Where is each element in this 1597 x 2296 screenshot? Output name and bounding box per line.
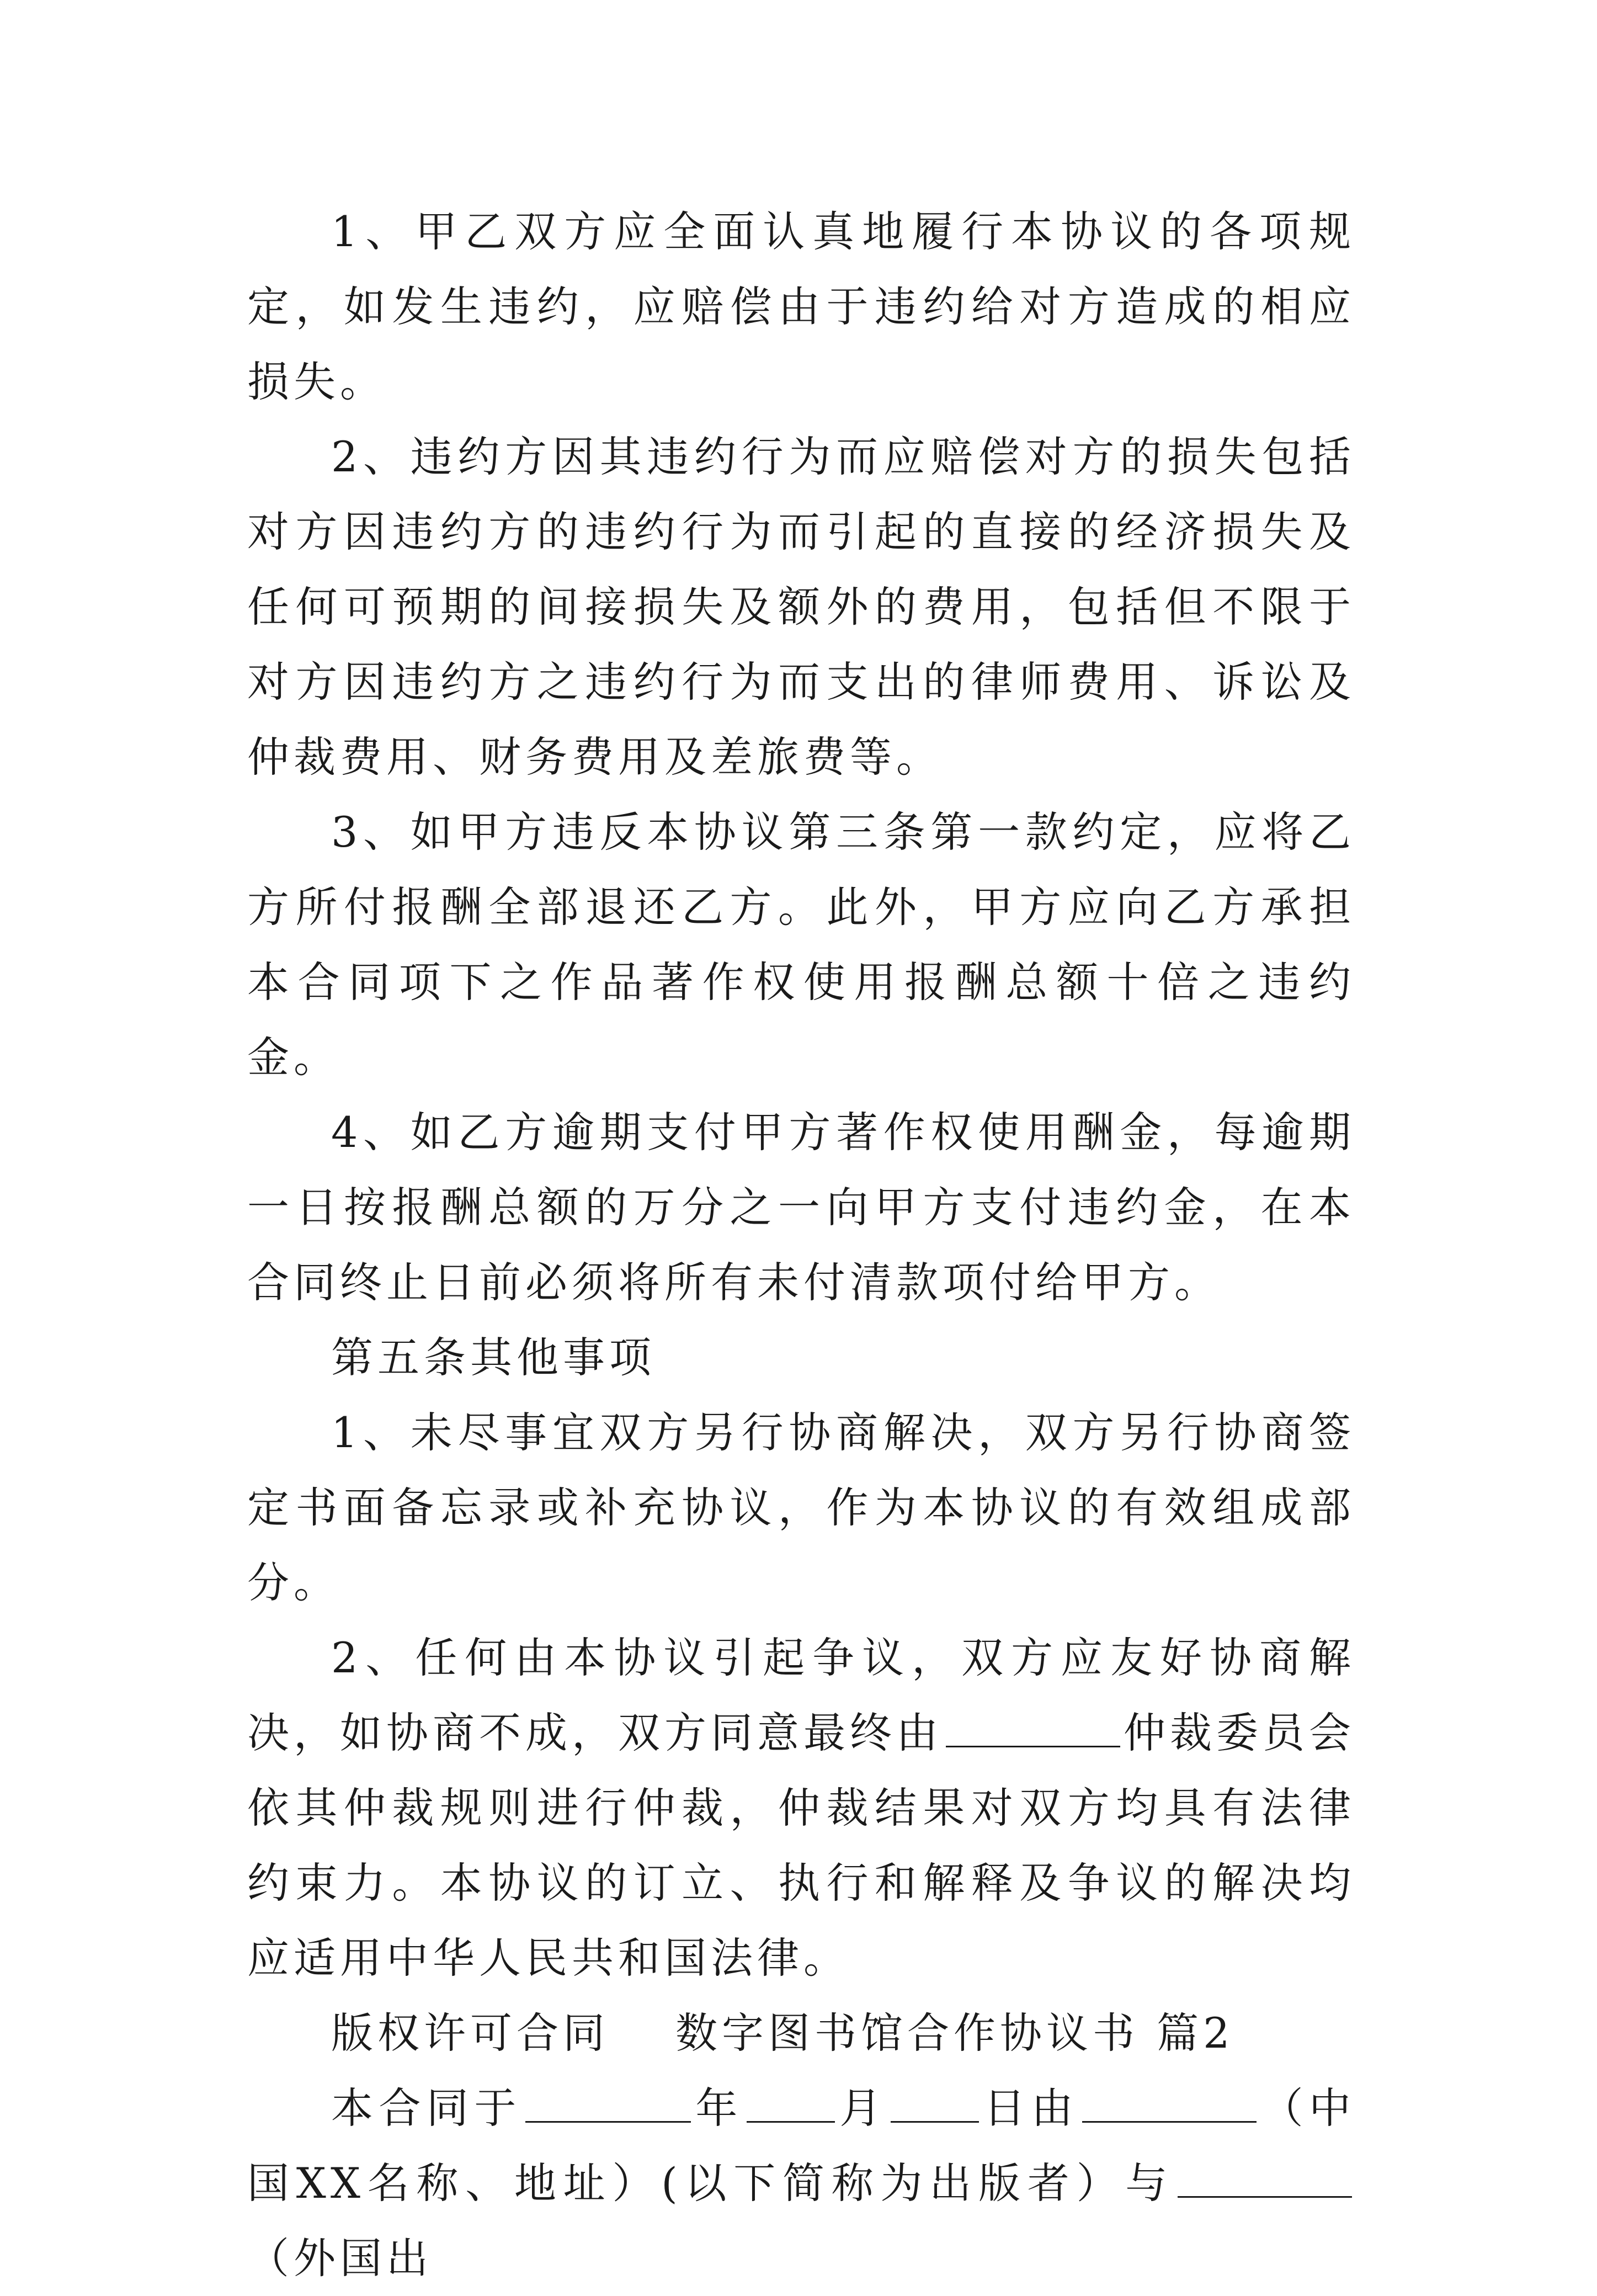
blank-field-publisher (1082, 2082, 1257, 2123)
intro-text-a: 本合同于 (331, 2084, 522, 2133)
contract-title-a: 版权许可合同 (331, 2008, 609, 2058)
contract-title-b: 数字图书馆合作协议书 篇2 (675, 2008, 1234, 2058)
clause-paragraph-2: 2、违约方因其违约行为而应赔偿对方的损失包括对方因违约方的违约行为而引起的直接的经济损失及任何可预期的间接损失及额外的费用，包括但不限于对方因违约方之违约行为而支出的律师费用、诉讼及仲裁费用、财务费用及差旅费等。 (247, 432, 1355, 782)
blank-field-year (525, 2082, 691, 2123)
clause-paragraph-1: 1、甲乙双方应全面认真地履行本协议的各项规定，如发生违约，应赔偿由于违约给对方造成的相应损失。 (247, 207, 1355, 406)
clause-paragraph-5: 1、未尽事宜双方另行协商解决，双方另行协商签定书面备忘录或补充协议，作为本协议的有效组成部分。 (247, 1408, 1355, 1607)
blank-field-month (747, 2082, 835, 2123)
intro-text-b: （中国XX名称、地址）(以下简称为出版者）与 (247, 2084, 1356, 2208)
clause-6-text-b: 仲裁委员会依其仲裁规则进行仲裁，仲裁结果对双方均具有法律约束力。本协议的订立、执行和解释及争议的解决均应适用中华人民共和国法律。 (247, 1708, 1355, 1983)
contract-title-line (247, 1996, 1355, 2071)
intro-text-c: （外国出 (247, 2234, 433, 2283)
clause-paragraph-4: 4、如乙方逾期支付甲方著作权使用酬金，每逾期一日按报酬总额的万分之一向甲方支付违约金，在本合同终止日前必须将所有未付清款项付给甲方。 (247, 1108, 1355, 1307)
intro-day-label: 日由 (982, 2084, 1079, 2133)
section-heading: 第五条其他事项 (331, 1333, 656, 1382)
document-body (247, 194, 1355, 2296)
intro-year-label: 年 (694, 2084, 743, 2133)
clause-paragraph-3: 3、如甲方违反本协议第三条第一款约定，应将乙方所付报酬全部退还乙方。此外，甲方应向乙方承担本合同项下之作品著作权使用报酬总额十倍之违约金。 (247, 807, 1355, 1082)
blank-field-arbitration (946, 1707, 1120, 1747)
blank-field-foreign-party (1178, 2157, 1352, 2198)
clause-paragraph-6 (247, 1620, 1355, 1996)
intro-month-label: 月 (838, 2084, 887, 2133)
contract-intro-paragraph (247, 2071, 1355, 2296)
blank-field-day (891, 2082, 979, 2123)
clause-6-text-a: 2、任何由本协议引起争议，双方应友好协商解决，如协商不成，双方同意最终由 (247, 1633, 1355, 1757)
